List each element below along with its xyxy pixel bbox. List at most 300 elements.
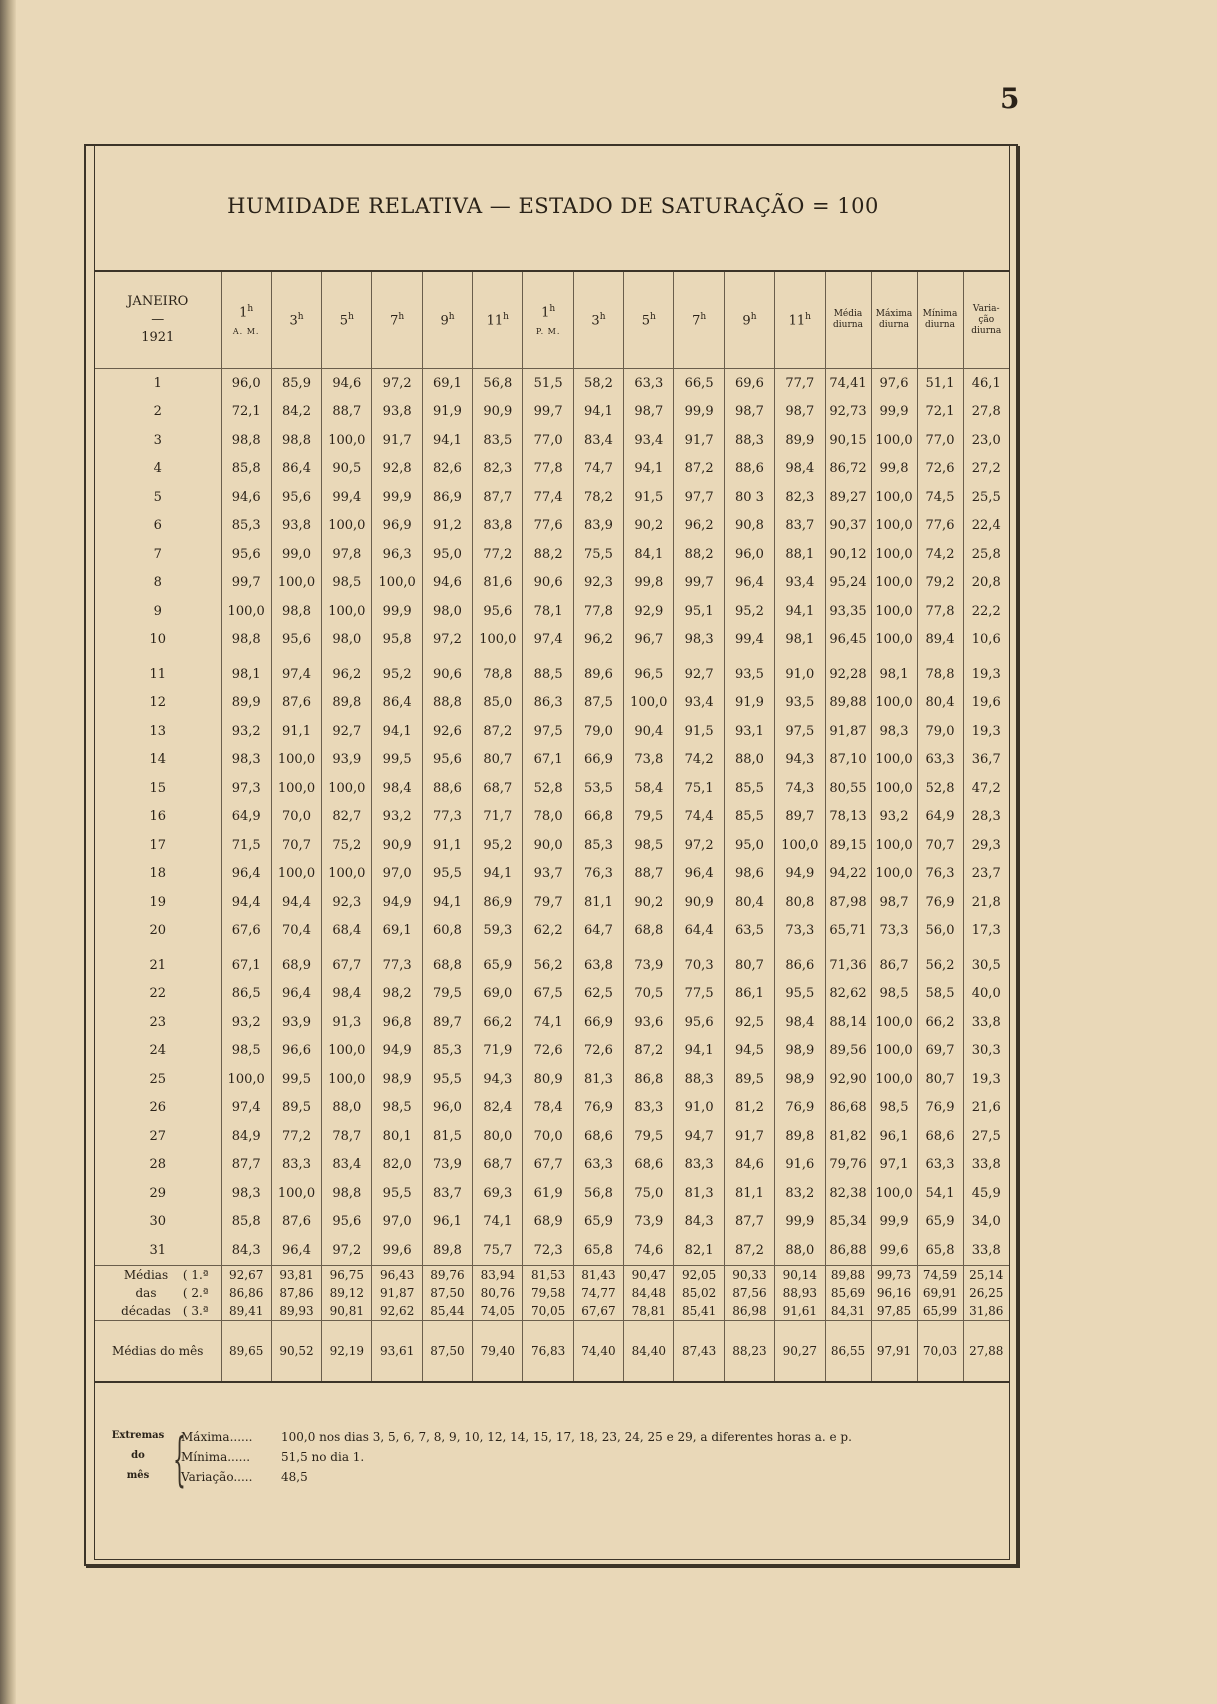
- humidity-value: 85,3: [573, 831, 623, 860]
- humidity-value: 93,35: [825, 597, 871, 626]
- humidity-value: 77,2: [473, 540, 523, 569]
- decade-mean-value: 74,05: [473, 1302, 523, 1321]
- humidity-value: 94,7: [674, 1122, 724, 1151]
- humidity-value: 90,12: [825, 540, 871, 569]
- humidity-value: 66,2: [473, 1008, 523, 1037]
- humidity-value: 68,7: [473, 774, 523, 803]
- day-number: 30: [149, 1214, 167, 1230]
- humidity-value: 62,5: [573, 980, 623, 1009]
- humidity-value: 100,0: [871, 1037, 917, 1066]
- humidity-value: 95,6: [271, 626, 321, 655]
- humidity-value: 59,3: [473, 917, 523, 946]
- humidity-value: 95,1: [674, 597, 724, 626]
- humidity-value: 80,8: [775, 888, 825, 917]
- humidity-value: 97,5: [775, 717, 825, 746]
- humidity-value: 99,5: [271, 1065, 321, 1094]
- decade-mean-value: 89,88: [825, 1265, 871, 1284]
- humidity-value: 73,3: [871, 917, 917, 946]
- humidity-value: 58,2: [573, 369, 623, 398]
- humidity-value: 87,7: [724, 1208, 774, 1237]
- humidity-value: 72,6: [523, 1037, 573, 1066]
- humidity-value: 90,2: [624, 888, 674, 917]
- humidity-value: 69,7: [917, 1037, 963, 1066]
- humidity-value: 97,2: [674, 831, 724, 860]
- humidity-value: 91,3: [322, 1008, 372, 1037]
- month-mean-value: 74,40: [573, 1320, 623, 1382]
- table-title: HUMIDADE RELATIVA — ESTADO DE SATURAÇÃO = 100: [227, 194, 879, 218]
- humidity-value: 77,4: [523, 483, 573, 512]
- decade-mean-value: 92,05: [674, 1265, 724, 1284]
- humidity-value: 90,9: [674, 888, 724, 917]
- hour-header: [674, 272, 724, 369]
- humidity-value: 95,8: [372, 626, 422, 655]
- humidity-value: 29,3: [963, 831, 1009, 860]
- humidity-value: 89,88: [825, 689, 871, 718]
- decade-mean-value: 89,76: [422, 1265, 472, 1284]
- hour-suffix: h: [599, 311, 606, 322]
- decade-mean-value: 90,81: [322, 1302, 372, 1321]
- humidity-value: 21,6: [963, 1094, 1009, 1123]
- humidity-value: 65,9: [473, 951, 523, 980]
- humidity-value: 66,5: [674, 369, 724, 398]
- decade-mean-row: [95, 1265, 1009, 1284]
- humidity-value: 89,8: [775, 1122, 825, 1151]
- humidity-value: 78,2: [573, 483, 623, 512]
- humidity-value: 93,7: [523, 860, 573, 889]
- day-number: 2: [153, 404, 162, 420]
- humidity-value: 64,9: [917, 803, 963, 832]
- humidity-value: 52,8: [917, 774, 963, 803]
- humidity-value: 93,5: [775, 689, 825, 718]
- humidity-value: 25,8: [963, 540, 1009, 569]
- decade-mean-value: 78,81: [624, 1302, 674, 1321]
- humidity-value: 94,6: [221, 483, 271, 512]
- humidity-value: 95,6: [271, 483, 321, 512]
- humidity-value: 90,15: [825, 426, 871, 455]
- humidity-value: 92,7: [322, 717, 372, 746]
- humidity-value: 95,6: [674, 1008, 724, 1037]
- month-extremes: [105, 1425, 985, 1493]
- decade-mean-value: 85,44: [422, 1302, 472, 1321]
- decade-mean-value: 89,12: [322, 1284, 372, 1302]
- humidity-value: 27,5: [963, 1122, 1009, 1151]
- humidity-value: 88,0: [724, 746, 774, 775]
- humidity-value: 88,2: [674, 540, 724, 569]
- humidity-value: 93,4: [624, 426, 674, 455]
- hour-number: 1: [541, 305, 550, 321]
- humidity-value: 53,5: [573, 774, 623, 803]
- humidity-value: 95,6: [221, 540, 271, 569]
- humidity-value: 96,0: [422, 1094, 472, 1123]
- humidity-value: 97,1: [871, 1151, 917, 1180]
- humidity-value: 99,6: [372, 1236, 422, 1265]
- humidity-value: 81,1: [573, 888, 623, 917]
- humidity-value: 66,8: [573, 803, 623, 832]
- humidity-value: 91,0: [775, 660, 825, 689]
- hour-number: 5: [641, 313, 651, 329]
- humidity-value: 98,6: [724, 860, 774, 889]
- humidity-value: 94,5: [724, 1037, 774, 1066]
- humidity-value: 56,8: [473, 369, 523, 398]
- humidity-value: 100,0: [271, 1179, 321, 1208]
- humidity-value: 96,2: [322, 660, 372, 689]
- humidity-value: 98,0: [322, 626, 372, 655]
- humidity-value: 96,4: [221, 860, 271, 889]
- humidity-value: 90,4: [624, 717, 674, 746]
- day-number: 21: [149, 957, 167, 973]
- humidity-value: 64,7: [573, 917, 623, 946]
- day-number: 31: [149, 1242, 167, 1258]
- humidity-value: 99,9: [775, 1208, 825, 1237]
- humidity-value: 88,6: [422, 774, 472, 803]
- decade-mean-value: 88,93: [775, 1284, 825, 1302]
- decade-label: décadas: [121, 1303, 171, 1318]
- day-number: 20: [149, 923, 167, 939]
- table-row: [95, 626, 1009, 655]
- humidity-value: 99,9: [372, 483, 422, 512]
- daily-min-header: [917, 272, 963, 369]
- hour-number: 3: [591, 313, 600, 329]
- humidity-value: 91,1: [422, 831, 472, 860]
- decade-ordinal: 3.ª: [191, 1303, 209, 1318]
- humidity-value: 85,34: [825, 1208, 871, 1237]
- humidity-value: 80,55: [825, 774, 871, 803]
- extreme-min-value: 51,5 no dia 1.: [281, 1450, 365, 1464]
- hour-header: [271, 272, 321, 369]
- humidity-value: 77,0: [523, 426, 573, 455]
- humidity-value: 56,2: [523, 951, 573, 980]
- humidity-value: 80,0: [473, 1122, 523, 1151]
- humidity-value: 70,7: [271, 831, 321, 860]
- humidity-value: 74,4: [674, 803, 724, 832]
- humidity-value: 81,1: [724, 1179, 774, 1208]
- day-number: 14: [149, 752, 167, 768]
- table-rows: [95, 369, 1009, 1382]
- decade-mean-value: 99,73: [871, 1265, 917, 1284]
- humidity-value: 84,1: [624, 540, 674, 569]
- humidity-value: 22,4: [963, 512, 1009, 541]
- table-row: [95, 860, 1009, 889]
- humidity-value: 88,6: [724, 455, 774, 484]
- daily-variation-header-line: ção: [978, 314, 995, 325]
- humidity-value: 74,3: [775, 774, 825, 803]
- humidity-value: 98,2: [372, 980, 422, 1009]
- humidity-value: 98,7: [624, 398, 674, 427]
- humidity-value: 70,7: [917, 831, 963, 860]
- humidity-table: [95, 272, 1009, 1383]
- table-row: [95, 455, 1009, 484]
- hour-number: 9: [440, 313, 449, 329]
- humidity-value: 67,1: [221, 951, 271, 980]
- humidity-value: 99,9: [372, 597, 422, 626]
- humidity-value: 90,9: [372, 831, 422, 860]
- humidity-value: 91,9: [422, 398, 472, 427]
- humidity-value: 28,3: [963, 803, 1009, 832]
- book-spine-shadow: [0, 0, 16, 1704]
- hour-header: [573, 272, 623, 369]
- humidity-value: 23,7: [963, 860, 1009, 889]
- day-number: 24: [149, 1043, 167, 1059]
- hour-number: 1: [239, 305, 248, 321]
- extremes-row: [105, 1470, 985, 1490]
- humidity-value: 70,5: [624, 980, 674, 1009]
- humidity-value: 100,0: [871, 860, 917, 889]
- decade-mean-value: 81,53: [523, 1265, 573, 1284]
- table-row: [95, 951, 1009, 980]
- humidity-value: 100,0: [871, 483, 917, 512]
- humidity-value: 69,6: [724, 369, 774, 398]
- humidity-value: 63,3: [573, 1151, 623, 1180]
- day-number: 5: [153, 489, 162, 505]
- decade-mean-row: [95, 1302, 1009, 1321]
- humidity-value: 86,72: [825, 455, 871, 484]
- humidity-value: 94,1: [372, 717, 422, 746]
- hour-number: 7: [692, 313, 701, 329]
- humidity-value: 75,2: [322, 831, 372, 860]
- table-row: [95, 1208, 1009, 1237]
- humidity-value: 100,0: [271, 860, 321, 889]
- table-frame: [84, 144, 1018, 1566]
- humidity-value: 82,38: [825, 1179, 871, 1208]
- humidity-value: 27,8: [963, 398, 1009, 427]
- humidity-value: 21,8: [963, 888, 1009, 917]
- humidity-value: 83,3: [271, 1151, 321, 1180]
- decade-mean-value: 91,61: [775, 1302, 825, 1321]
- decade-label-cell: Médias ( 1.ª: [95, 1265, 221, 1284]
- humidity-value: 98,4: [775, 455, 825, 484]
- humidity-value: 94,1: [422, 888, 472, 917]
- humidity-value: 90,2: [624, 512, 674, 541]
- day-number: 29: [149, 1185, 167, 1201]
- humidity-value: 98,5: [871, 1094, 917, 1123]
- humidity-value: 70,0: [523, 1122, 573, 1151]
- humidity-value: 83,9: [573, 512, 623, 541]
- humidity-value: 78,0: [523, 803, 573, 832]
- humidity-value: 82,3: [473, 455, 523, 484]
- humidity-value: 95,6: [473, 597, 523, 626]
- decade-mean-value: 90,47: [624, 1265, 674, 1284]
- table-row: [95, 540, 1009, 569]
- humidity-value: 99,7: [674, 569, 724, 598]
- humidity-value: 46,1: [963, 369, 1009, 398]
- humidity-value: 98,4: [322, 980, 372, 1009]
- humidity-value: 100,0: [624, 689, 674, 718]
- humidity-value: 98,7: [775, 398, 825, 427]
- month-dash: —: [151, 312, 165, 327]
- decade-mean-value: 85,69: [825, 1284, 871, 1302]
- humidity-value: 76,9: [917, 1094, 963, 1123]
- humidity-value: 85,8: [221, 455, 271, 484]
- humidity-value: 20,8: [963, 569, 1009, 598]
- humidity-value: 69,0: [473, 980, 523, 1009]
- daily-max-header-line: Máxima: [875, 309, 913, 319]
- hour-suffix: h: [398, 311, 405, 322]
- humidity-value: 92,3: [573, 569, 623, 598]
- table-row: [95, 597, 1009, 626]
- humidity-value: 71,7: [473, 803, 523, 832]
- humidity-value: 75,0: [624, 1179, 674, 1208]
- humidity-value: 93,2: [221, 1008, 271, 1037]
- humidity-value: 96,9: [372, 512, 422, 541]
- humidity-value: 73,8: [624, 746, 674, 775]
- humidity-value: 96,45: [825, 626, 871, 655]
- humidity-value: 87,2: [724, 1236, 774, 1265]
- humidity-value: 93,9: [322, 746, 372, 775]
- humidity-value: 40,0: [963, 980, 1009, 1009]
- humidity-value: 93,2: [871, 803, 917, 832]
- extremes-brace: {: [173, 1425, 186, 1493]
- month-year-header: [95, 272, 221, 369]
- day-number: 8: [153, 575, 162, 591]
- humidity-value: 54,1: [917, 1179, 963, 1208]
- humidity-value: 72,6: [917, 455, 963, 484]
- humidity-value: 82,1: [674, 1236, 724, 1265]
- hour-number: 5: [339, 313, 349, 329]
- humidity-value: 65,9: [917, 1208, 963, 1237]
- humidity-value: 98,7: [724, 398, 774, 427]
- humidity-value: 86,9: [473, 888, 523, 917]
- humidity-value: 74,2: [917, 540, 963, 569]
- humidity-value: 88,3: [674, 1065, 724, 1094]
- humidity-value: 88,1: [775, 540, 825, 569]
- decade-label-cell: das ( 2.ª: [95, 1284, 221, 1302]
- day-number: 4: [153, 461, 162, 477]
- table-row: [95, 483, 1009, 512]
- humidity-value: 86,8: [624, 1065, 674, 1094]
- humidity-value: 88,7: [322, 398, 372, 427]
- extreme-max-label: Máxima......: [181, 1430, 253, 1444]
- decade-mean-value: 70,05: [523, 1302, 573, 1321]
- humidity-value: 68,7: [473, 1151, 523, 1180]
- hour-header: [624, 272, 674, 369]
- humidity-value: 98,8: [221, 626, 271, 655]
- humidity-value: 98,8: [221, 426, 271, 455]
- decade-mean-value: 96,43: [372, 1265, 422, 1284]
- humidity-value: 68,9: [271, 951, 321, 980]
- humidity-value: 22,2: [963, 597, 1009, 626]
- humidity-value: 73,9: [624, 951, 674, 980]
- day-number: 25: [149, 1071, 167, 1087]
- humidity-value: 90,9: [473, 398, 523, 427]
- humidity-value: 91,6: [775, 1151, 825, 1180]
- humidity-value: 96,4: [271, 1236, 321, 1265]
- humidity-value: 91,5: [674, 717, 724, 746]
- day-number: 16: [149, 809, 167, 825]
- humidity-value: 19,6: [963, 689, 1009, 718]
- humidity-value: 77,8: [917, 597, 963, 626]
- humidity-value: 99,7: [523, 398, 573, 427]
- daily-variation-header: [963, 272, 1009, 369]
- humidity-value: 92,7: [674, 660, 724, 689]
- decade-mean-value: 81,43: [573, 1265, 623, 1284]
- humidity-value: 95,2: [473, 831, 523, 860]
- humidity-value: 92,90: [825, 1065, 871, 1094]
- humidity-value: 97,2: [322, 1236, 372, 1265]
- humidity-value: 89,6: [573, 660, 623, 689]
- humidity-value: 95,0: [422, 540, 472, 569]
- humidity-value: 63,5: [724, 917, 774, 946]
- decade-mean-value: 83,94: [473, 1265, 523, 1284]
- humidity-value: 78,8: [917, 660, 963, 689]
- humidity-value: 98,3: [221, 1179, 271, 1208]
- daily-mean-header-line: diurna: [833, 320, 863, 330]
- day-number: 10: [149, 632, 167, 648]
- humidity-value: 73,3: [775, 917, 825, 946]
- humidity-value: 17,3: [963, 917, 1009, 946]
- month-mean-value: 84,40: [624, 1320, 674, 1382]
- humidity-value: 93,4: [674, 689, 724, 718]
- humidity-value: 100,0: [322, 1065, 372, 1094]
- humidity-value: 100,0: [871, 1179, 917, 1208]
- humidity-value: 45,9: [963, 1179, 1009, 1208]
- humidity-value: 94,9: [372, 1037, 422, 1066]
- humidity-value: 87,10: [825, 746, 871, 775]
- daily-variation-header-line: Varia-: [972, 303, 1000, 314]
- humidity-value: 83,2: [775, 1179, 825, 1208]
- humidity-value: 69,3: [473, 1179, 523, 1208]
- hour-header: [322, 272, 372, 369]
- humidity-value: 30,5: [963, 951, 1009, 980]
- hour-suffix: h: [750, 311, 757, 322]
- hour-number: 7: [390, 313, 399, 329]
- humidity-value: 94,6: [422, 569, 472, 598]
- hour-suffix: h: [348, 311, 354, 322]
- month-mean-value: 90,27: [775, 1320, 825, 1382]
- humidity-value: 73,9: [422, 1151, 472, 1180]
- humidity-value: 80,1: [372, 1122, 422, 1151]
- humidity-value: 67,7: [322, 951, 372, 980]
- humidity-value: 81,2: [724, 1094, 774, 1123]
- humidity-value: 97,2: [372, 369, 422, 398]
- humidity-value: 82,0: [372, 1151, 422, 1180]
- table-row: [95, 426, 1009, 455]
- humidity-value: 81,82: [825, 1122, 871, 1151]
- month-mean-value: 87,43: [674, 1320, 724, 1382]
- humidity-value: 99,9: [871, 398, 917, 427]
- humidity-value: 68,6: [573, 1122, 623, 1151]
- daily-mean-header: [825, 272, 871, 369]
- month-mean-value: 93,61: [372, 1320, 422, 1382]
- humidity-value: 65,8: [573, 1236, 623, 1265]
- daily-max-header-line: diurna: [879, 320, 909, 330]
- header-row: [95, 272, 1009, 369]
- humidity-value: 97,4: [271, 660, 321, 689]
- table-row: [95, 980, 1009, 1009]
- humidity-value: 84,6: [724, 1151, 774, 1180]
- decade-mean-value: 69,91: [917, 1284, 963, 1302]
- humidity-value: 62,2: [523, 917, 573, 946]
- humidity-value: 96,8: [372, 1008, 422, 1037]
- humidity-value: 47,2: [963, 774, 1009, 803]
- humidity-value: 85,3: [221, 512, 271, 541]
- humidity-value: 76,3: [573, 860, 623, 889]
- humidity-value: 94,1: [422, 426, 472, 455]
- humidity-value: 98,4: [372, 774, 422, 803]
- humidity-value: 86,3: [523, 689, 573, 718]
- decade-mean-value: 92,67: [221, 1265, 271, 1284]
- humidity-value: 95,5: [775, 980, 825, 1009]
- humidity-value: 100,0: [322, 860, 372, 889]
- humidity-value: 95,24: [825, 569, 871, 598]
- day-number: 7: [153, 546, 162, 562]
- table-body-area: [94, 272, 1010, 1560]
- humidity-value: 77,0: [917, 426, 963, 455]
- humidity-value: 88,0: [775, 1236, 825, 1265]
- humidity-value: 65,8: [917, 1236, 963, 1265]
- humidity-value: 19,3: [963, 660, 1009, 689]
- humidity-value: 98,3: [674, 626, 724, 655]
- hour-header: [523, 272, 573, 369]
